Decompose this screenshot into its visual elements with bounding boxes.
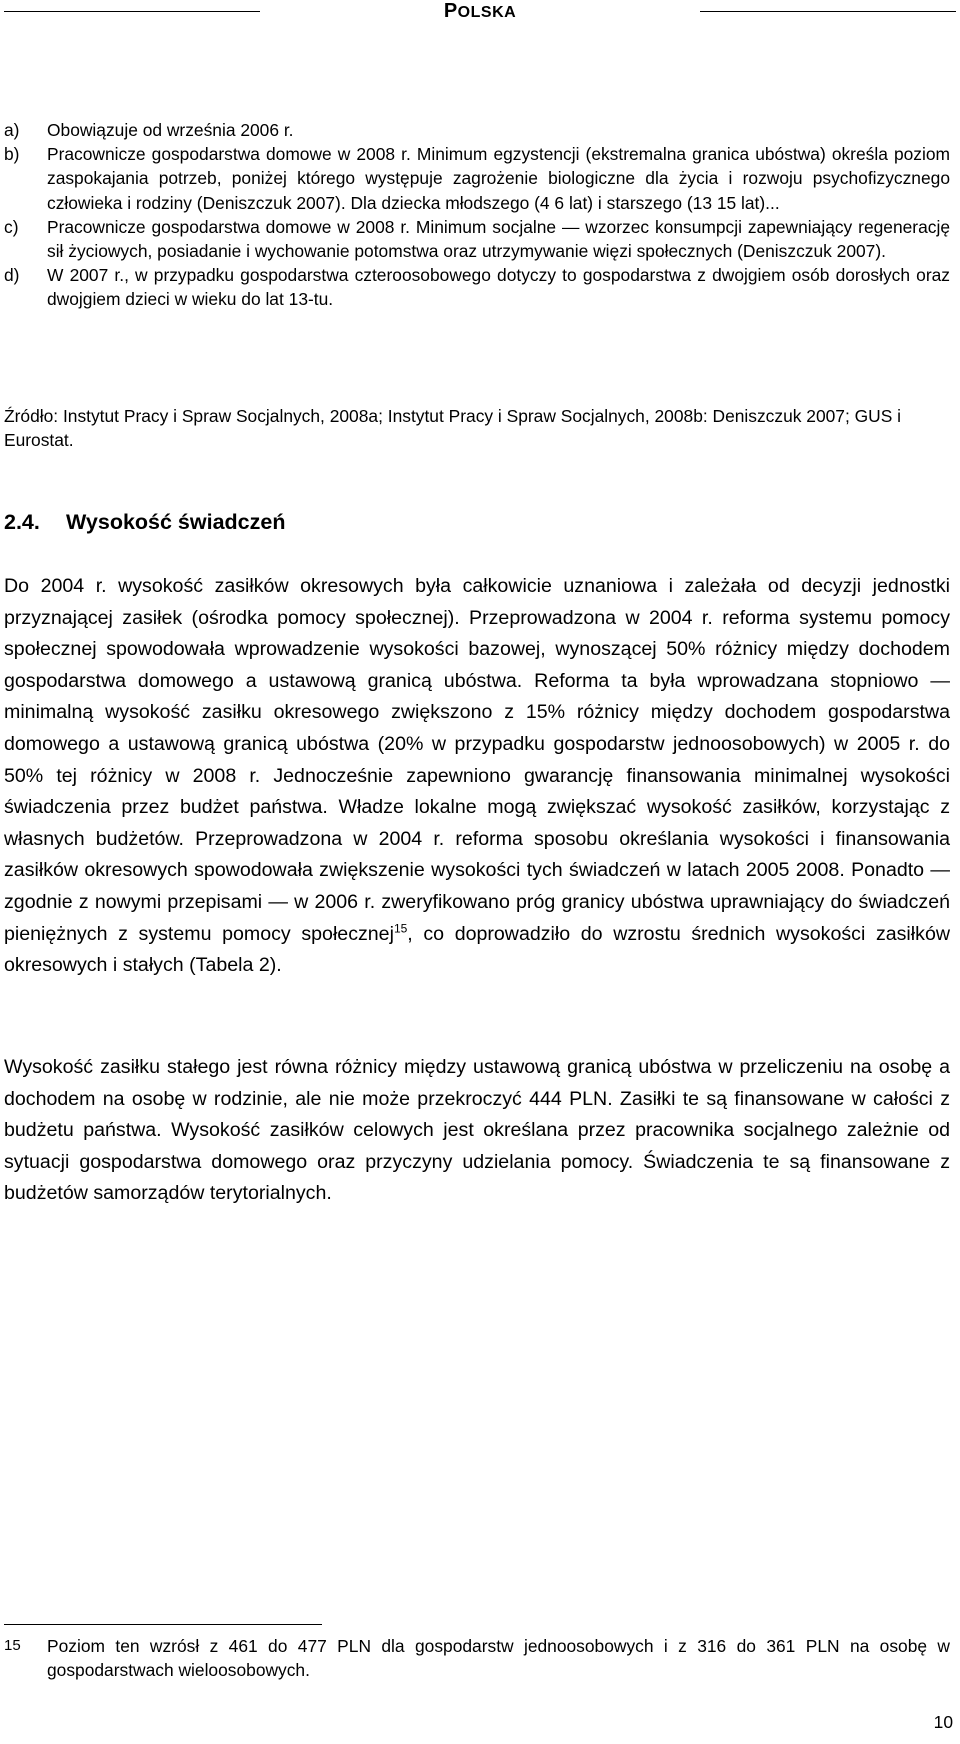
section-title: Wysokość świadczeń: [66, 510, 286, 534]
footnote-separator: [4, 1624, 322, 1625]
note-mark: c): [4, 216, 19, 237]
running-header: [0, 0, 960, 32]
note-text: Pracownicze gospodarstwa domowe w 2008 r. Minimum socjalne — wzorzec konsumpcji zapewniający regenerację sił życiowych, posiadanie i wychowanie potomstwa oraz utrzymywanie więzi społecznych (Deniszczuk 2007).: [47, 216, 950, 262]
note-mark: b): [4, 144, 20, 165]
table-note-a: [4, 118, 950, 142]
footnote-reference[interactable]: 15: [393, 921, 408, 935]
note-text: W 2007 r., w przypadku gospodarstwa czteroosobowego dotyczy to gospodarstwa z dwojgiem osób dorosłych oraz dwojgiem dzieci w wieku do lat 13-tu.: [47, 265, 950, 310]
header-rule-right: [700, 11, 956, 12]
body-paragraph-2: Wysokość zasiłku stałego jest równa różnicy między ustawową granicą ubóstwa w przeliczeniu na osobę a dochodem na osobę w rodzinie, ale nie może przekroczyć 444 PLN. Zasiłki te są finansowane w całości z budżetu państwa. Wysokość zasiłków celowych jest określana przez pracownika socjalnego zależnie od sytuacji gospodarstwa domowego oraz przyczyny udzielania pomocy. Świadczenia te są finansowane z budżetów samorządów terytorialnych.: [4, 1056, 950, 1205]
note-text: Obowiązuje od września 2006 r.: [47, 120, 294, 140]
note-mark: d): [4, 265, 20, 286]
page-number: 10: [933, 1712, 953, 1732]
table-note-d: [4, 263, 950, 311]
source-note: Źródło: Instytut Pracy i Spraw Socjalnych, 2008a; Instytut Pracy i Spraw Socjalnych, 2008b: Deniszczuk 2007; GUS i Eurostat.: [4, 406, 902, 451]
note-mark: a): [4, 120, 20, 140]
footnote-text: Poziom ten wzrósł z 461 do 477 PLN dla gospodarstw jednoosobowych i z 316 do 361 PLN na osobę w gospodarstwach wieloosobowych.: [47, 1636, 950, 1681]
paragraph-text-continued: , co doprowadziło do wzrostu średnich wysokości zasiłków okresowych i stałych (Tabela 2).: [4, 922, 950, 977]
section-number: 2.4.: [4, 510, 40, 534]
paragraph-text: Do 2004 r. wysokość zasiłków okresowych była całkowicie uznaniowa i zależała od decyzji jednostki przyznającej zasiłek (ośrodka pomocy społecznej). Przeprowadzona w 2004 r. reforma systemu pomocy społecznej spowodowała wprowadzenie wysokości bazowej, wynoszącej 50% różnicy między dochodem gospodarstwa domowego a ustawową granicą ubóstwa. Reforma ta była wprowadzana stopniowo — minimalną wysokość zasiłku okresowego zwiększono z 15% różnicy między dochodem gospodarstwa domowego a ustawową granicą ubóstwa (20% w przypadku gospodarstw jednoosobowych) w 2005 r. do 50% tej różnicy w 2008 r. Jednocześnie zapewniono gwarancję finansowania minimalnej wysokości świadczenia przez budżet państwa. Władze lokalne mogą zwiększać wysokość zasiłków, korzystając z własnych budżetów. Przeprowadzona w 2004 r. reforma sposobu określania wysokości i finansowania zasiłków okresowych spowodowała zwiększenie wysokości tych świadczeń w latach 2005 2008. Ponadto — zgodnie z nowymi przepisami — w 2006 r. zweryfikowano próg granicy ubóstwa uprawniający do świadczeń pieniężnych z systemu pomocy społecznej: [4, 575, 950, 945]
table-note-c: [4, 215, 950, 263]
body-paragraph-1: [4, 571, 950, 982]
section-heading: [4, 510, 285, 535]
table-note-b: [4, 142, 950, 215]
running-header-title: POLSKA: [443, 0, 517, 22]
table-notes: [4, 118, 950, 312]
footnote: [4, 1634, 950, 1682]
footnote-number: 15: [4, 1637, 21, 1654]
note-text: Pracownicze gospodarstwa domowe w 2008 r. Minimum egzystencji (ekstremalna granica ubóstwa) określa poziom zaspokajania potrzeb, poniżej którego występuje zagrożenie biologiczne dla życia i rozwoju psychofizycznego człowieka i rodziny (Deniszczuk 2007). Dla dziecka młodszego (4 6 lat) i starszego (13 15 lat)...: [47, 144, 950, 213]
